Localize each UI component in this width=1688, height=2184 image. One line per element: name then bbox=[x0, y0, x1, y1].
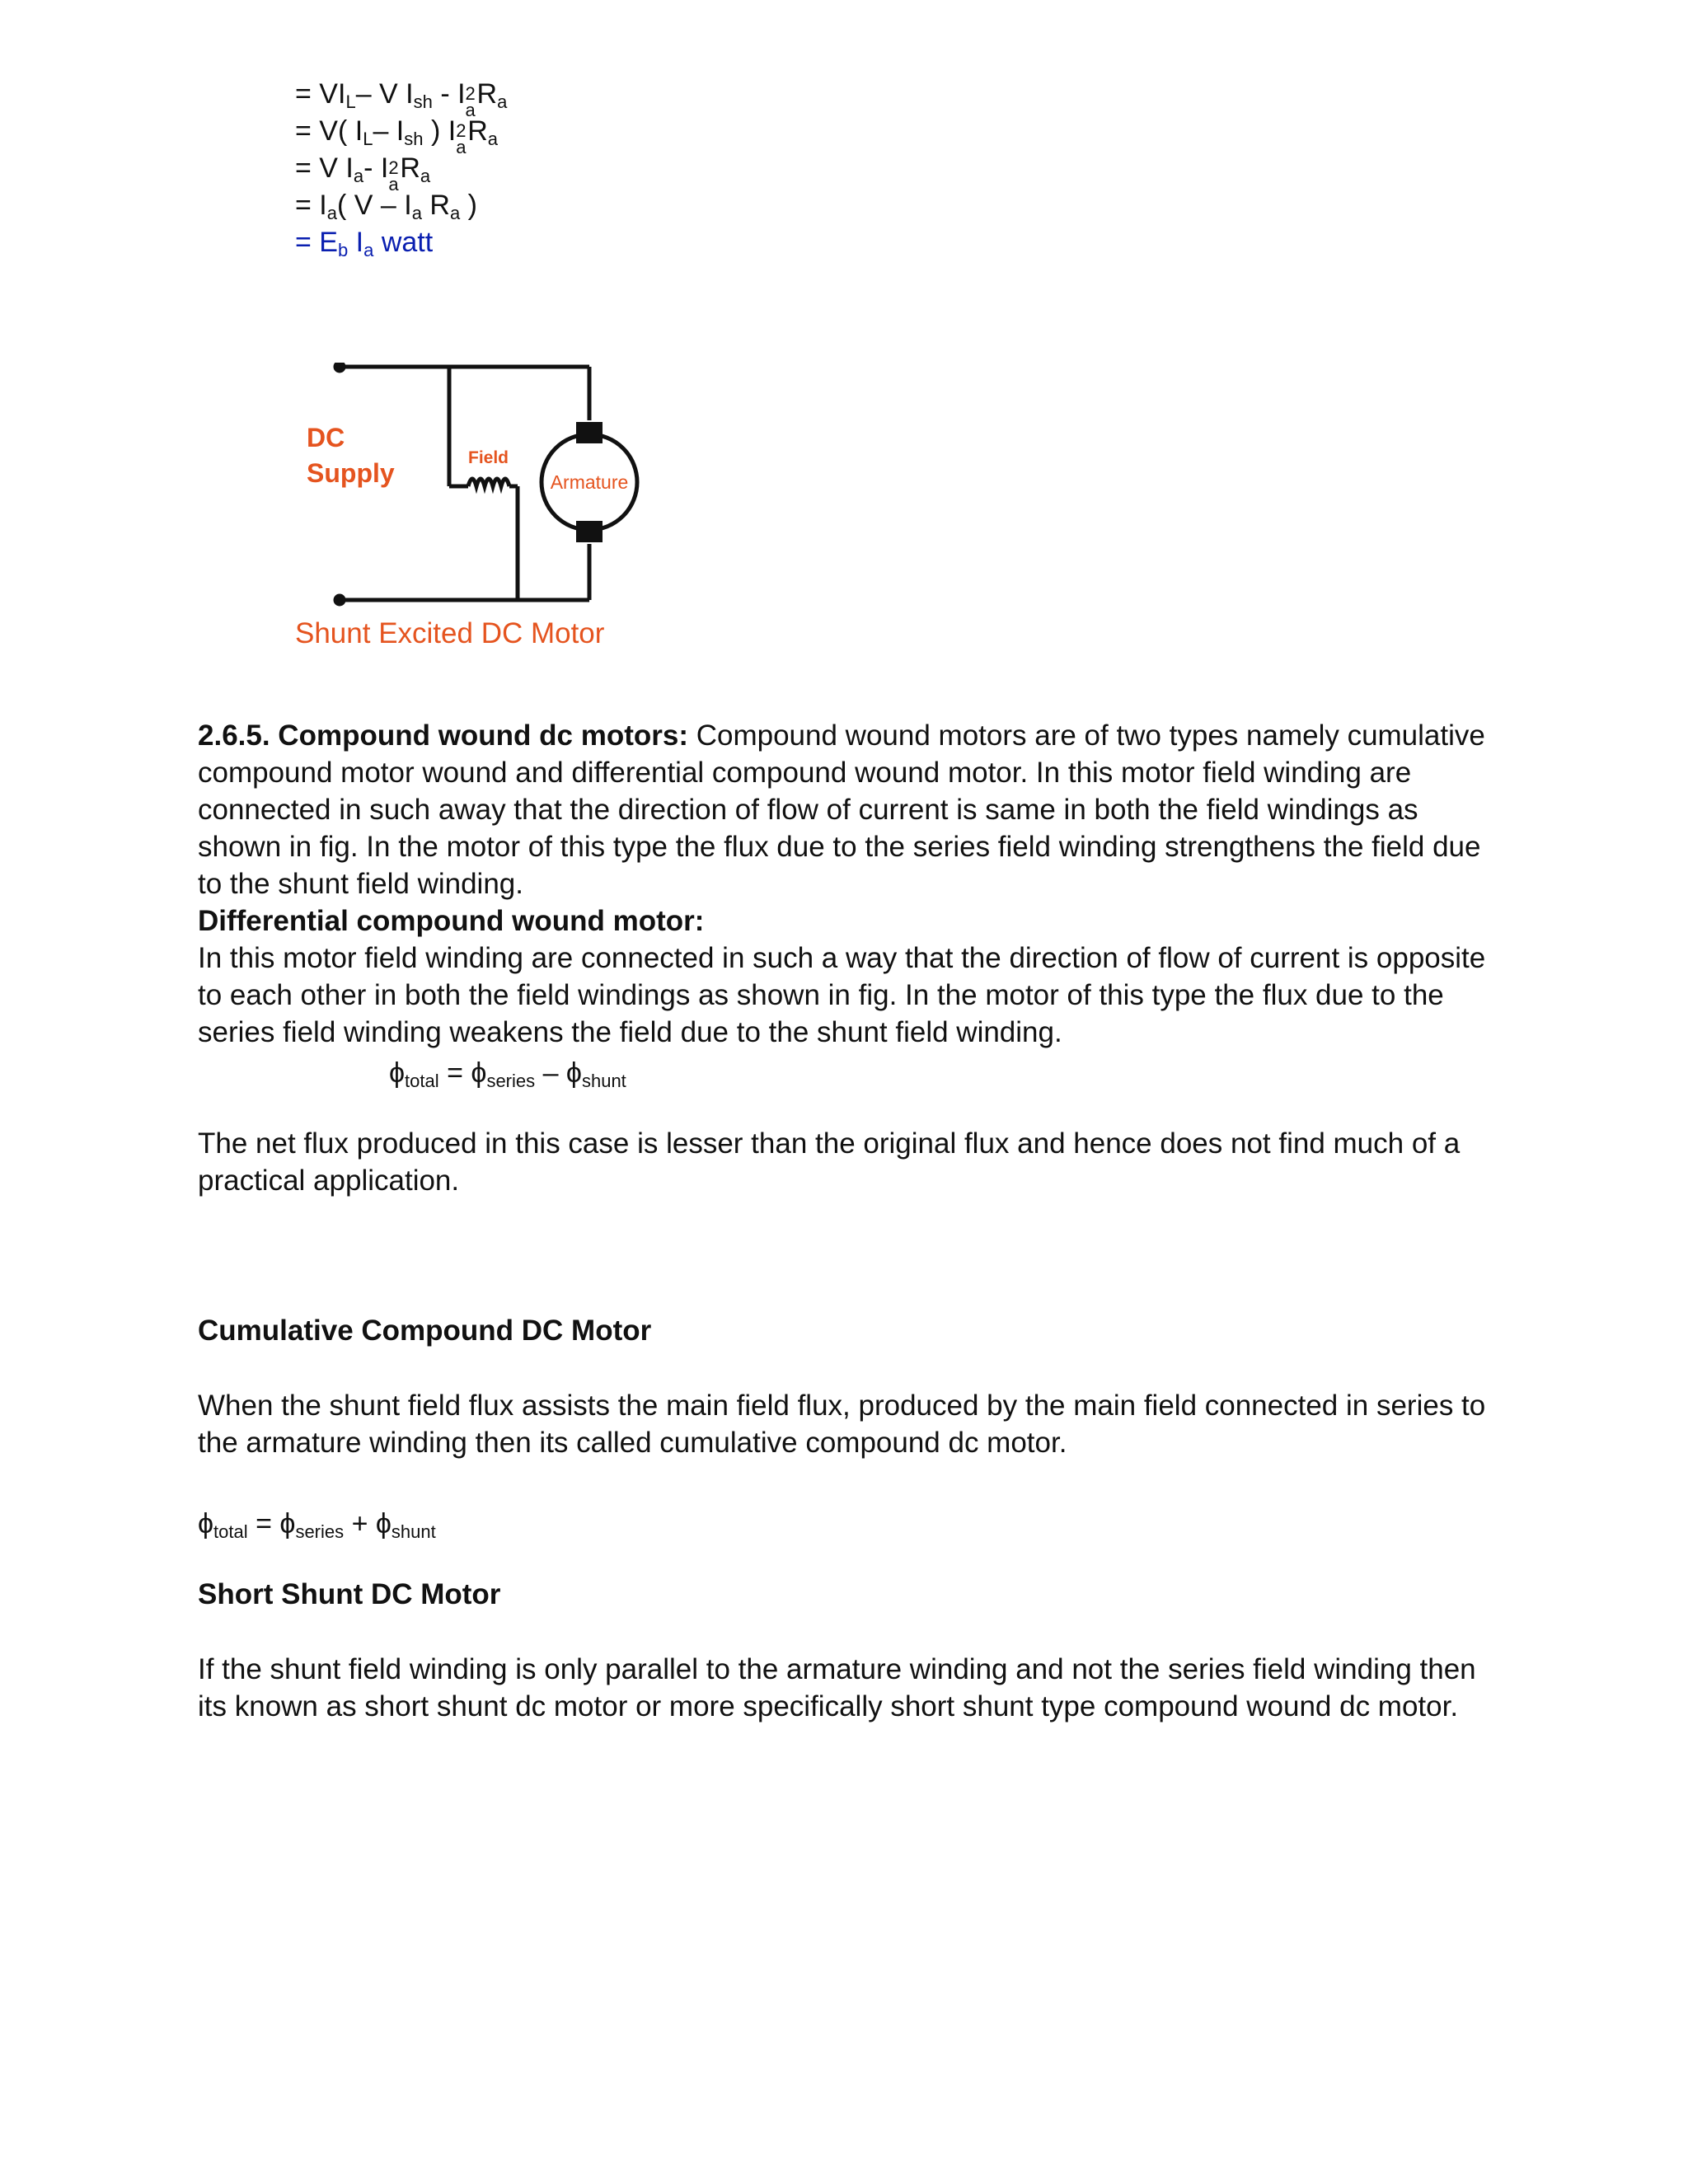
shunt-motor-diagram bbox=[288, 363, 643, 659]
formula-sub: shunt bbox=[391, 1521, 436, 1542]
eq-text: R bbox=[476, 78, 498, 110]
power-equations bbox=[295, 76, 507, 261]
formula-text: + ϕ bbox=[344, 1508, 392, 1540]
eq-text: ( V – I bbox=[337, 190, 412, 221]
eq-sub: a bbox=[411, 203, 422, 223]
eq-text: = V I bbox=[295, 152, 354, 184]
eq-sub: b bbox=[337, 240, 349, 260]
formula-sub: shunt bbox=[581, 1071, 626, 1091]
phi-symbol: ϕ bbox=[389, 1057, 406, 1089]
eq-text: = E bbox=[295, 227, 338, 258]
eq-text: ) I bbox=[423, 115, 457, 147]
formula-sub: series bbox=[295, 1521, 345, 1542]
differential-text: In this motor field winding are connected in such a way that the direction of flow of current is opposite to each other in both the field windings as shown in fig. In the motor of this type the flux due to the series field winding weakens the field due to the shunt field winding. bbox=[198, 942, 1486, 1048]
formula-sub: total bbox=[405, 1071, 439, 1091]
formula-sub: total bbox=[213, 1521, 248, 1542]
eq-sub: sh bbox=[404, 129, 424, 149]
eq-text: R bbox=[400, 152, 420, 184]
equation-line-5 bbox=[295, 224, 507, 261]
diagram-caption: Shunt Excited DC Motor bbox=[295, 617, 605, 649]
eq-sub: a bbox=[388, 174, 399, 194]
eq-text: – I bbox=[373, 115, 405, 147]
eq-sup: 2 bbox=[388, 157, 399, 178]
field-coil bbox=[468, 479, 509, 486]
brush-bottom bbox=[576, 521, 603, 542]
cumulative-text: When the shunt field flux assists the main field flux, produced by the main field connected in series to the armature winding then its called cumulative compound dc motor. bbox=[198, 1390, 1486, 1459]
terminal-bottom bbox=[335, 596, 344, 604]
differential-formula bbox=[389, 1055, 626, 1092]
compound-heading: 2.6.5. Compound wound dc motors: bbox=[198, 719, 688, 752]
armature-label: Armature bbox=[550, 471, 629, 493]
eq-sub: a bbox=[456, 137, 467, 157]
eq-sub: a bbox=[420, 166, 431, 186]
formula-text: = ϕ bbox=[247, 1508, 296, 1540]
compound-text: Compound wound motors are of two types namely cumulative compound motor wound and differential compound wound motor. In this motor field winding are connected in such away that the direction of flow of current is same in both the field windings as shown in fig. In the motor of this type the flux due to the series field winding strengthens the field due to the shunt field winding. bbox=[198, 719, 1485, 900]
terminal-top bbox=[335, 363, 344, 371]
eq-text: – V I bbox=[355, 78, 414, 110]
eq-text: I bbox=[348, 227, 364, 258]
eq-text: = V( I bbox=[295, 115, 363, 147]
compound-paragraph bbox=[198, 717, 1492, 902]
eq-sub: a bbox=[465, 100, 476, 120]
eq-text: = VI bbox=[295, 78, 346, 110]
eq-sub: a bbox=[449, 203, 461, 223]
supply-label-dc: DC bbox=[307, 423, 345, 452]
short-shunt-heading: Short Shunt DC Motor bbox=[198, 1578, 501, 1610]
cumulative-heading: Cumulative Compound DC Motor bbox=[198, 1315, 652, 1347]
eq-sub: L bbox=[363, 129, 373, 149]
equation-line-1 bbox=[295, 76, 508, 120]
eq-sup: 2 bbox=[456, 120, 467, 141]
formula-text: = ϕ bbox=[438, 1057, 487, 1089]
equation-line-3 bbox=[295, 150, 507, 194]
eq-text: watt bbox=[373, 227, 434, 258]
formula-sub: series bbox=[486, 1071, 536, 1091]
eq-text: ) bbox=[460, 190, 477, 221]
eq-sub: a bbox=[326, 203, 337, 223]
eq-text: R bbox=[467, 115, 488, 147]
eq-sub: L bbox=[345, 91, 356, 112]
differential-note: The net flux produced in this case is lesser than the original flux and hence does not find much of a practical application. bbox=[198, 1127, 1461, 1197]
formula-text: – ϕ bbox=[535, 1057, 582, 1089]
cumulative-formula bbox=[198, 1506, 436, 1543]
eq-sub: a bbox=[353, 166, 364, 186]
eq-text: R bbox=[421, 190, 450, 221]
brush-top bbox=[576, 422, 603, 443]
phi-symbol: ϕ bbox=[198, 1508, 214, 1540]
eq-sup: 2 bbox=[465, 83, 476, 104]
eq-sub: sh bbox=[413, 91, 433, 112]
eq-text: - I bbox=[363, 152, 389, 184]
eq-text: - I bbox=[432, 78, 466, 110]
short-shunt-text: If the shunt field winding is only parallel to the armature winding and not the series field winding then its known as short shunt dc motor or more specifically short shunt type compound wound dc motor. bbox=[198, 1653, 1476, 1722]
eq-sub: a bbox=[497, 91, 508, 112]
eq-text: = I bbox=[295, 190, 327, 221]
equation-line-4 bbox=[295, 187, 507, 224]
eq-sub: a bbox=[363, 240, 374, 260]
differential-heading: Differential compound wound motor: bbox=[198, 905, 705, 937]
field-label: Field bbox=[468, 448, 509, 467]
supply-label-supply: Supply bbox=[307, 458, 395, 488]
eq-sub: a bbox=[487, 129, 498, 149]
